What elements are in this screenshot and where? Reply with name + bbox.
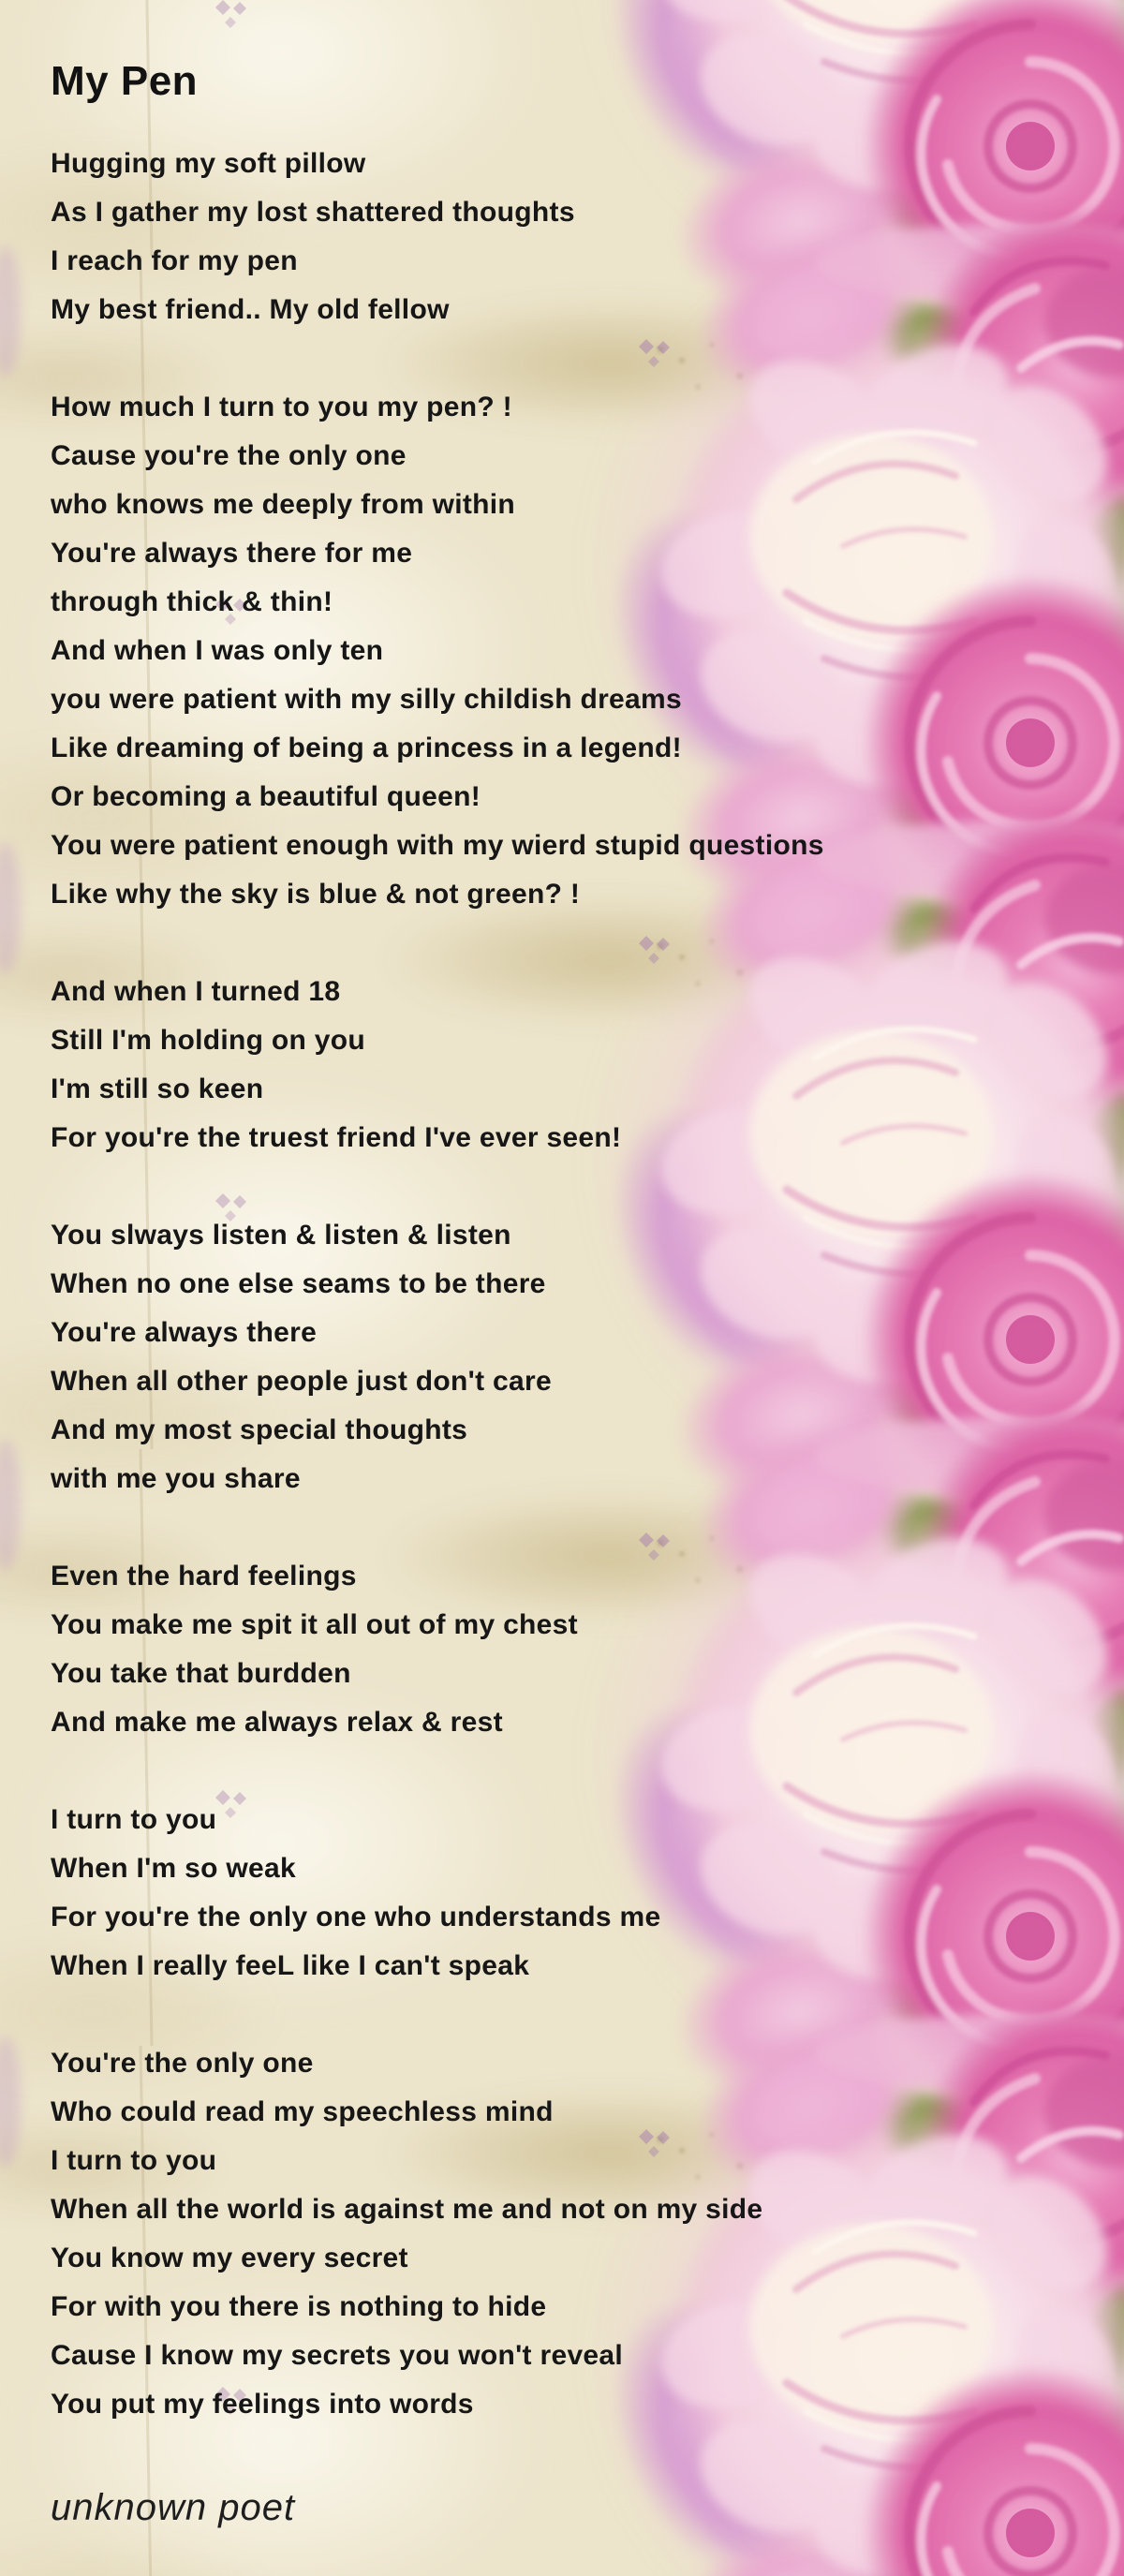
poem-line: you were patient with my silly childish dreams — [51, 684, 682, 715]
poet-signature: unknown poet — [51, 2487, 296, 2528]
poem-line: who knows me deeply from within — [51, 489, 516, 520]
poem-line: through thick & thin! — [51, 586, 333, 617]
poem-line: Like why the sky is blue & not green? ! — [51, 879, 581, 910]
stanza — [51, 383, 1043, 919]
poem-title: My Pen — [51, 58, 199, 104]
poem-line: And when I turned 18 — [51, 976, 341, 1007]
poem-line: You take that burdden — [51, 1658, 351, 1689]
poem-line: When no one else seams to be there — [51, 1268, 546, 1299]
poem-line: with me you share — [51, 1463, 301, 1494]
poem-line: Still I'm holding on you — [51, 1025, 365, 1056]
poem-line: Or becoming a beautiful queen! — [51, 781, 481, 812]
poem-line: As I gather my lost shattered thoughts — [51, 197, 575, 228]
poem-line: Even the hard feelings — [51, 1561, 357, 1591]
poem-line: I reach for my pen — [51, 245, 298, 276]
poem-line: How much I turn to you my pen? ! — [51, 392, 512, 422]
poem-line: You're always there — [51, 1317, 318, 1348]
poem-line: Cause I know my secrets you won't reveal — [51, 2340, 624, 2371]
poem-line: When I'm so weak — [51, 1853, 296, 1884]
stanza — [51, 2039, 1043, 2429]
poem-line: And make me always relax & rest — [51, 1707, 503, 1738]
poem-line: You're always there for me — [51, 538, 413, 569]
stanza — [51, 140, 1043, 334]
poem-line: I turn to you — [51, 2145, 217, 2176]
poem-line: For with you there is nothing to hide — [51, 2291, 547, 2322]
stanza — [51, 1211, 1043, 1503]
stanza — [51, 1552, 1043, 1747]
poem-line: My best friend.. My old fellow — [51, 294, 450, 325]
poem-line: You put my feelings into words — [51, 2389, 474, 2420]
poem-line: You're the only one — [51, 2048, 314, 2079]
poem-line: When I really feeL like I can't speak — [51, 1950, 530, 1981]
poem-line: You make me spit it all out of my chest — [51, 1609, 578, 1640]
poem-line: Who could read my speechless mind — [51, 2096, 554, 2127]
stanza — [51, 968, 1043, 1162]
poem-line: And my most special thoughts — [51, 1414, 468, 1445]
poem-line: When all the world is against me and not on my side — [51, 2194, 763, 2225]
poem-line: For you're the only one who understands me — [51, 1902, 661, 1932]
poem-body — [51, 140, 1043, 2429]
poem-line: You know my every secret — [51, 2243, 408, 2273]
poem-line: Cause you're the only one — [51, 440, 407, 471]
poem-line: When all other people just don't care — [51, 1366, 552, 1397]
poem-line: I turn to you — [51, 1804, 217, 1835]
poem-line: For you're the truest friend I've ever seen! — [51, 1122, 622, 1153]
poem-text-layer — [51, 0, 1043, 2534]
poem-line: You slways listen & listen & listen — [51, 1220, 511, 1251]
poem-line: I'm still so keen — [51, 1073, 264, 1104]
poem-line: Like dreaming of being a princess in a legend! — [51, 733, 682, 763]
poem-line: You were patient enough with my wierd stupid questions — [51, 830, 824, 861]
stanza — [51, 1796, 1043, 1991]
poem-line: And when I was only ten — [51, 635, 384, 666]
poem-line: Hugging my soft pillow — [51, 148, 366, 179]
